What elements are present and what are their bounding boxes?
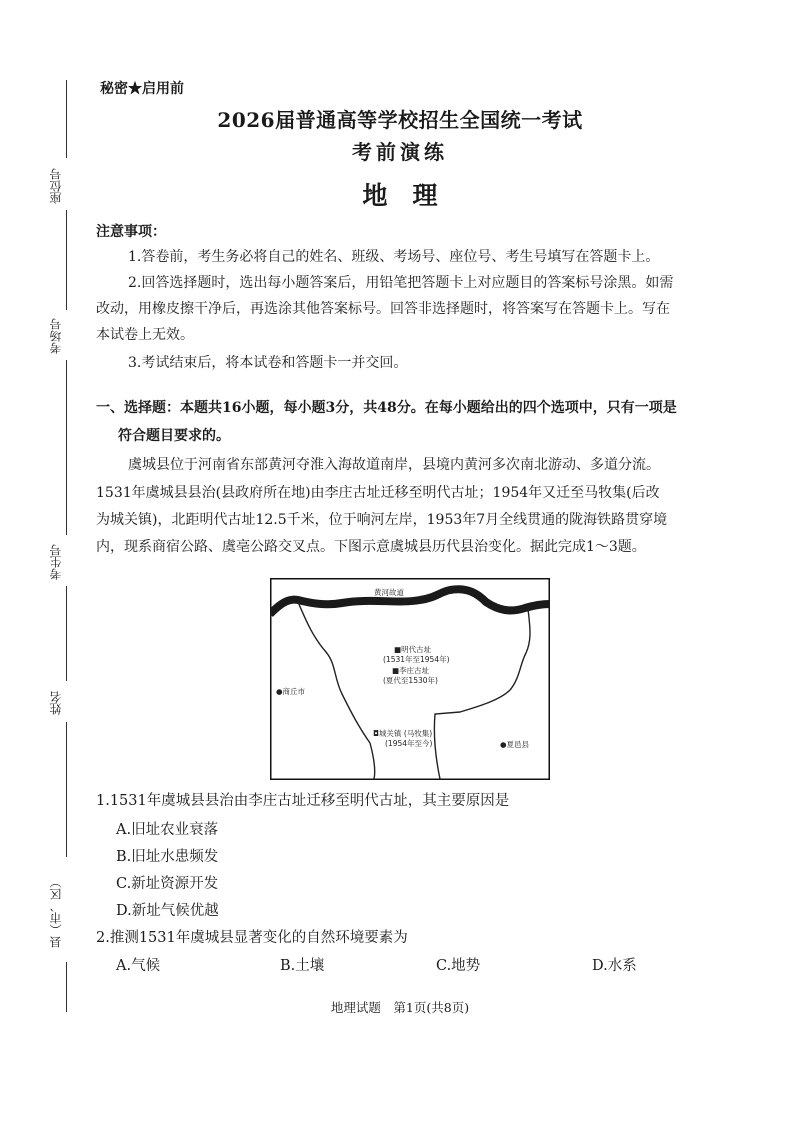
name-label: 姓名 (50, 686, 70, 720)
notice-heading: 注意事项： (96, 224, 166, 240)
ming-site-years: (1531年至1954年) (383, 655, 450, 664)
question-2-stem: 2.推测1531年虞城县显著变化的自然环境要素为 (96, 930, 408, 946)
notice-item-1: 1.答卷前，考生务必将自己的姓名、班级、考场号、座位号、考生号填写在答题卡上。 (128, 249, 660, 265)
question-2-option-c: C.地势 (436, 958, 481, 974)
chengguan-years: (1954年至今) (385, 739, 433, 748)
notice-item-2-line-3: 本试卷上无效。 (96, 327, 194, 343)
notice-item-3: 3.考试结束后，将本试卷和答题卡一并交回。 (128, 355, 408, 371)
question-1-option-c: C.新址资源开发 (116, 876, 219, 892)
question-1-option-d: D.新址气候优越 (116, 903, 219, 919)
lizhuang-site-label: ■李庄古址 (392, 666, 430, 675)
question-1-option-a: A.旧址农业衰落 (116, 822, 219, 838)
passage-line-1: 虞城县位于河南省东部黄河夺淮入海故道南岸，县境内黄河多次南北游动、多道分流。 (128, 457, 660, 473)
section-title-line-2: 符合题目要求的。 (118, 428, 230, 444)
binding-line (66, 210, 67, 310)
exam-subtitle: 考前演练 (352, 140, 448, 164)
river-label: 黄河故道 (374, 588, 404, 597)
county-label: 县（市、区） (50, 862, 70, 962)
passage-line-4: 内，现系商宿公路、虞亳公路交叉点。下图示意虞城县历代县治变化。据此完成1～3题。 (96, 539, 646, 555)
student-number-label: 考生号 (50, 540, 70, 584)
seat-number-label: 座位号 (50, 164, 70, 208)
subject-title: 地 理 (362, 181, 438, 210)
shangqiu-label: ●商丘市 (276, 687, 306, 696)
ming-site-label: ■明代古址 (394, 645, 432, 654)
question-2-option-a: A.气候 (116, 958, 161, 974)
county-seat-map (270, 578, 550, 780)
exam-room-label: 考场号 (50, 314, 70, 358)
xiayi-label: ●夏邑县 (500, 740, 530, 749)
passage-line-3: 为城关镇)，北距明代古址12.5千米，位于响河左岸，1953年7月全线贯通的陇海铁路贯穿境 (96, 512, 668, 528)
question-2-option-b: B.土壤 (280, 958, 325, 974)
passage-line-2: 1531年虞城县县治(县政府所在地)由李庄古址迁移至明代古址；1954年又迁至马牧集(后改 (96, 485, 660, 501)
chengguan-label: ◘城关镇 (马牧集) (373, 729, 433, 738)
lizhuang-site-years: (夏代至1530年) (383, 676, 438, 685)
question-1-stem: 1.1531年虞城县县治由李庄古址迁移至明代古址，其主要原因是 (96, 793, 510, 809)
exam-title: 2026届普通高等学校招生全国统一考试 (217, 108, 583, 132)
question-1-option-b: B.旧址水患频发 (116, 849, 219, 865)
binding-line (66, 586, 67, 681)
section-title: 一、选择题：本题共16小题，每小题3分，共48分。在每小题给出的四个选项中，只有一项是 (96, 400, 677, 416)
confidential-mark: 秘密★启用前 (100, 81, 184, 97)
binding-line (66, 722, 67, 857)
notice-item-2-line-2: 改动，用橡皮擦干净后，再选涂其他答案标号。回答非选择题时，将答案写在答题卡上。写在 (96, 301, 670, 317)
binding-line (66, 360, 67, 535)
notice-item-2-line-1: 2.回答选择题时，选出每小题答案后，用铅笔把答题卡上对应题目的答案标号涂黑。如需 (128, 275, 674, 291)
question-2-option-d: D.水系 (592, 958, 637, 974)
page-footer: 地理试题 第1页(共8页) (330, 1000, 470, 1015)
